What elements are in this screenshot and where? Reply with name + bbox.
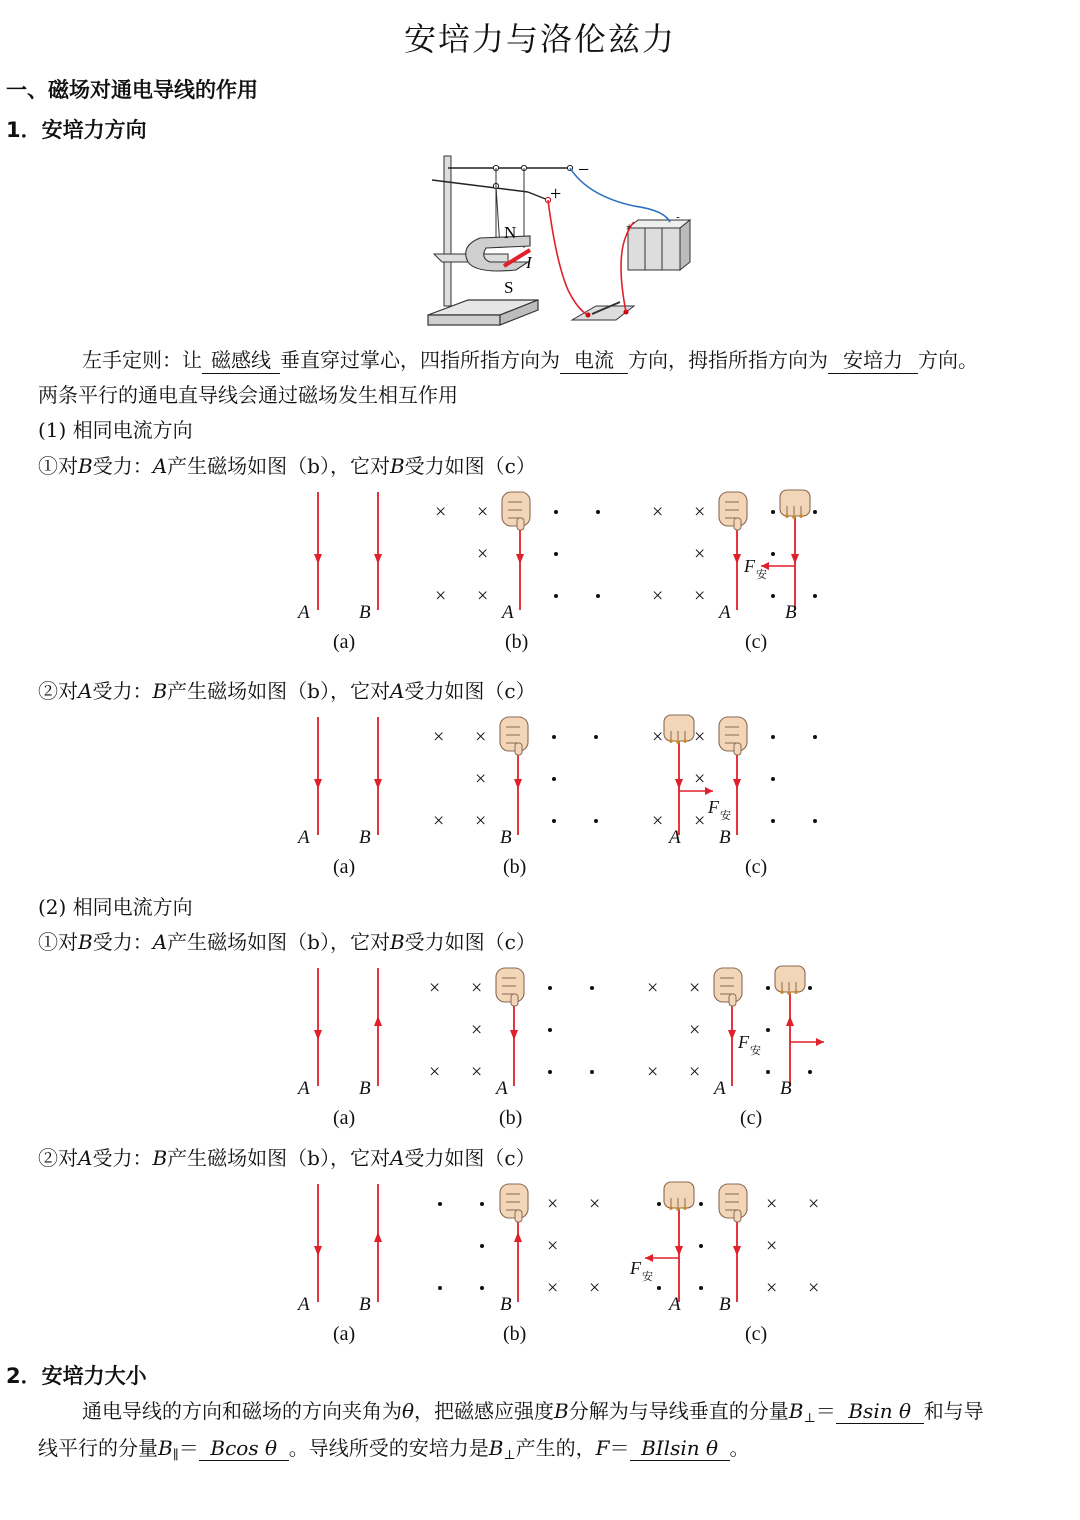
blank-field-lines: 磁感线 — [202, 344, 280, 374]
wire-label-c1: B — [719, 1294, 731, 1315]
field-cross-symbol: × — [471, 977, 483, 999]
field-dot-symbol — [771, 594, 775, 598]
field-cross-symbol: × — [652, 726, 664, 748]
field-cross-symbol: × — [689, 1061, 701, 1083]
force-label: F — [708, 797, 719, 817]
wire-a-right-arrow — [374, 554, 382, 564]
field-dot-symbol — [554, 594, 558, 598]
fist-hand-icon — [496, 968, 524, 1006]
field-dot-symbol — [596, 510, 600, 514]
field-cross-symbol: × — [766, 1193, 778, 1215]
fist-hand-icon — [719, 492, 747, 530]
field-dot-symbol — [552, 819, 556, 823]
wire-c-target-arrow — [786, 1016, 794, 1026]
wire-b-arrow — [514, 1232, 522, 1242]
field-cross-symbol: × — [647, 1061, 659, 1083]
caption-b: (b) — [503, 856, 527, 878]
field-cross-symbol: × — [477, 585, 489, 607]
field-cross-symbol: × — [547, 1193, 559, 1215]
field-dot-symbol — [548, 1028, 552, 1032]
caption-b: (b) — [503, 1323, 527, 1345]
force-label-subscript: 安 — [756, 569, 767, 581]
field-dot-symbol — [480, 1286, 484, 1290]
wire-label-c2: A — [669, 1294, 681, 1315]
field-dot-symbol — [771, 777, 775, 781]
field-dot-symbol — [771, 819, 775, 823]
caption-b: (b) — [499, 1107, 523, 1129]
force-label: F — [738, 1032, 749, 1052]
open-hand-icon — [664, 1182, 694, 1211]
field-dot-symbol — [766, 1028, 770, 1032]
subsection-heading-magnitude: 2．安培力大小 — [6, 1364, 147, 1388]
wire-label-c1: B — [719, 827, 731, 848]
caption-c: (c) — [745, 856, 768, 878]
south-pole-label: S — [504, 278, 514, 297]
force-arrow-head — [645, 1254, 653, 1262]
fist-hand-icon — [714, 968, 742, 1006]
wire-b-arrow — [514, 779, 522, 789]
open-hand-icon — [780, 490, 810, 519]
field-cross-symbol: × — [475, 768, 487, 790]
field-cross-symbol: × — [471, 1019, 483, 1041]
field-cross-symbol: × — [477, 543, 489, 565]
field-cross-symbol: × — [433, 810, 445, 832]
wire-label-c2: B — [785, 602, 797, 623]
north-pole-label: N — [504, 223, 517, 242]
wire-c-target-arrow — [791, 554, 799, 564]
caption-b: (b) — [505, 631, 529, 653]
wire-label-b: B — [359, 827, 371, 848]
question-1: ①对B受力：A产生磁场如图（b），它对B受力如图（c） — [38, 454, 536, 478]
section-heading: 一、磁场对通电导线的作用 — [6, 78, 258, 102]
force-label-subscript: 安 — [642, 1271, 653, 1283]
field-cross-symbol: × — [689, 1019, 701, 1041]
wire-label-c2: B — [780, 1078, 792, 1099]
wire-label-b-panel: A — [502, 602, 514, 623]
wire-label-a: A — [298, 1294, 310, 1315]
plus-label: + — [550, 183, 562, 205]
page-title: 安培力与洛伦兹力 — [403, 20, 676, 58]
field-dot-symbol — [771, 552, 775, 556]
force-arrow-head — [705, 787, 713, 795]
field-cross-symbol: × — [694, 768, 706, 790]
field-cross-symbol: × — [652, 501, 664, 523]
caption-c: (c) — [740, 1107, 763, 1129]
blank-bsin: Bsin θ — [836, 1399, 924, 1424]
fist-hand-icon — [502, 492, 530, 530]
caption-c: (c) — [745, 631, 768, 653]
fist-hand-icon — [719, 717, 747, 755]
magnitude-line-2: 线平行的分量$B_\parallel= Bcos$ θ 。导线所受的安培力是$B_\perp$产生的，F＝ BIlsin θ 。 — [38, 1436, 750, 1463]
field-dot-symbol — [548, 1070, 552, 1074]
wire-a-left-arrow — [314, 779, 322, 789]
field-dot-symbol — [594, 819, 598, 823]
blank-current: 电流 — [560, 344, 628, 374]
wire-label-c1: A — [719, 602, 731, 623]
open-hand-icon — [775, 966, 805, 995]
caption-a: (a) — [333, 856, 356, 878]
wire-a-right-arrow — [374, 1232, 382, 1242]
field-cross-symbol: × — [589, 1277, 601, 1299]
field-dot-symbol — [771, 735, 775, 739]
field-cross-symbol: × — [694, 810, 706, 832]
svg-text:+: + — [626, 221, 633, 233]
blank-ampere-force: 安培力 — [828, 344, 918, 374]
wire-label-b: B — [359, 602, 371, 623]
field-dot-symbol — [766, 986, 770, 990]
figure-row-4 — [0, 1172, 1080, 1352]
wire-label-b-panel: A — [496, 1078, 508, 1099]
wire-c-target-arrow — [675, 779, 683, 789]
field-dot-symbol — [657, 1202, 661, 1206]
wire-label-b: B — [359, 1078, 371, 1099]
case-1-heading: (1) 相同电流方向 — [38, 418, 193, 442]
fist-hand-icon — [500, 717, 528, 755]
field-dot-symbol — [594, 735, 598, 739]
field-cross-symbol: × — [694, 585, 706, 607]
figure-row-1 — [0, 480, 1080, 660]
svg-text:-: - — [676, 211, 680, 223]
force-label: F — [744, 556, 755, 576]
wire-c-source-arrow — [733, 779, 741, 789]
wire-label-c1: A — [714, 1078, 726, 1099]
fist-hand-icon — [500, 1184, 528, 1222]
wire-a-right-arrow — [374, 779, 382, 789]
open-hand-icon — [664, 715, 694, 744]
field-cross-symbol: × — [471, 1061, 483, 1083]
field-cross-symbol: × — [694, 726, 706, 748]
field-cross-symbol: × — [652, 585, 664, 607]
field-dot-symbol — [590, 1070, 594, 1074]
field-cross-symbol: × — [808, 1277, 820, 1299]
field-cross-symbol: × — [694, 501, 706, 523]
wire-a-left-arrow — [314, 554, 322, 564]
case-2-heading: (2) 相同电流方向 — [38, 895, 193, 919]
field-dot-symbol — [596, 594, 600, 598]
field-cross-symbol: × — [689, 977, 701, 999]
wire-c-source-arrow — [733, 1246, 741, 1256]
field-dot-symbol — [480, 1244, 484, 1248]
field-dot-symbol — [438, 1286, 442, 1290]
field-cross-symbol: × — [429, 977, 441, 999]
field-cross-symbol: × — [694, 543, 706, 565]
field-dot-symbol — [813, 594, 817, 598]
caption-a: (a) — [333, 1323, 356, 1345]
field-cross-symbol: × — [435, 585, 447, 607]
field-dot-symbol — [548, 986, 552, 990]
field-dot-symbol — [554, 552, 558, 556]
wire-label-b-panel: B — [500, 1294, 512, 1315]
field-dot-symbol — [813, 510, 817, 514]
field-cross-symbol: × — [652, 810, 664, 832]
wire-label-a: A — [298, 602, 310, 623]
wire-label-c2: A — [669, 827, 681, 848]
field-cross-symbol: × — [547, 1277, 559, 1299]
magnitude-line-1: 通电导线的方向和磁场的方向夹角为θ，把磁感应强度B分解为与导线垂直的分量$B_\perp= Bsin$ θ 和与导 — [82, 1399, 984, 1426]
caption-a: (a) — [333, 631, 356, 653]
field-cross-symbol: × — [435, 501, 447, 523]
field-cross-symbol: × — [766, 1277, 778, 1299]
field-dot-symbol — [552, 777, 556, 781]
field-cross-symbol: × — [477, 501, 489, 523]
force-label: F — [630, 1258, 641, 1278]
left-hand-rule: 左手定则：让 磁感线 垂直穿过掌心，四指所指方向为 电流 方向，拇指所指方向为 安培力 方向。 — [82, 344, 978, 374]
field-dot-symbol — [438, 1202, 442, 1206]
caption-c: (c) — [745, 1323, 768, 1345]
question-3: ①对B受力：A产生磁场如图（b），它对B受力如图（c） — [38, 930, 536, 954]
wire-c-target-arrow — [675, 1246, 683, 1256]
field-cross-symbol: × — [547, 1235, 559, 1257]
field-cross-symbol: × — [429, 1061, 441, 1083]
field-cross-symbol: × — [766, 1235, 778, 1257]
blank-bcos: Bcos θ — [199, 1436, 289, 1461]
figure-row-3 — [0, 956, 1080, 1136]
field-dot-symbol — [771, 510, 775, 514]
wire-a-right-arrow — [374, 1016, 382, 1026]
minus-label: − — [578, 159, 590, 181]
question-2: ②对A受力：B产生磁场如图（b），它对A受力如图（c） — [38, 679, 536, 703]
force-arrow-head — [816, 1038, 824, 1046]
figure-row-2 — [0, 705, 1080, 885]
field-dot-symbol — [590, 986, 594, 990]
field-dot-symbol — [554, 510, 558, 514]
field-dot-symbol — [699, 1244, 703, 1248]
field-dot-symbol — [699, 1202, 703, 1206]
force-label-subscript: 安 — [750, 1045, 761, 1057]
field-cross-symbol: × — [475, 726, 487, 748]
field-dot-symbol — [808, 986, 812, 990]
field-dot-symbol — [808, 1070, 812, 1074]
field-dot-symbol — [552, 735, 556, 739]
field-dot-symbol — [699, 1286, 703, 1290]
wire-label-a: A — [298, 827, 310, 848]
wire-label-b-panel: B — [500, 827, 512, 848]
field-cross-symbol: × — [808, 1193, 820, 1215]
blank-bilsin: BIlsin θ — [630, 1436, 730, 1461]
question-4: ②对A受力：B产生磁场如图（b），它对A受力如图（c） — [38, 1146, 536, 1170]
field-cross-symbol: × — [475, 810, 487, 832]
wire-c-source-arrow — [733, 554, 741, 564]
wire-label-a: A — [298, 1078, 310, 1099]
parallel-wires-text: 两条平行的通电直导线会通过磁场发生相互作用 — [38, 383, 458, 407]
field-cross-symbol: × — [433, 726, 445, 748]
field-dot-symbol — [480, 1202, 484, 1206]
wire-b-arrow — [510, 1030, 518, 1040]
field-dot-symbol — [813, 735, 817, 739]
field-cross-symbol: × — [647, 977, 659, 999]
subsection-heading-direction: 1．安培力方向 — [6, 118, 147, 142]
current-label: I — [526, 253, 532, 272]
apparatus-illustration — [420, 150, 700, 335]
wire-a-left-arrow — [314, 1030, 322, 1040]
wire-a-left-arrow — [314, 1246, 322, 1256]
force-label-subscript: 安 — [720, 810, 731, 822]
field-cross-symbol: × — [589, 1193, 601, 1215]
wire-label-b: B — [359, 1294, 371, 1315]
wire-c-source-arrow — [728, 1030, 736, 1040]
caption-a: (a) — [333, 1107, 356, 1129]
fist-hand-icon — [719, 1184, 747, 1222]
field-dot-symbol — [766, 1070, 770, 1074]
wire-b-arrow — [516, 554, 524, 564]
field-dot-symbol — [813, 819, 817, 823]
field-dot-symbol — [657, 1286, 661, 1290]
